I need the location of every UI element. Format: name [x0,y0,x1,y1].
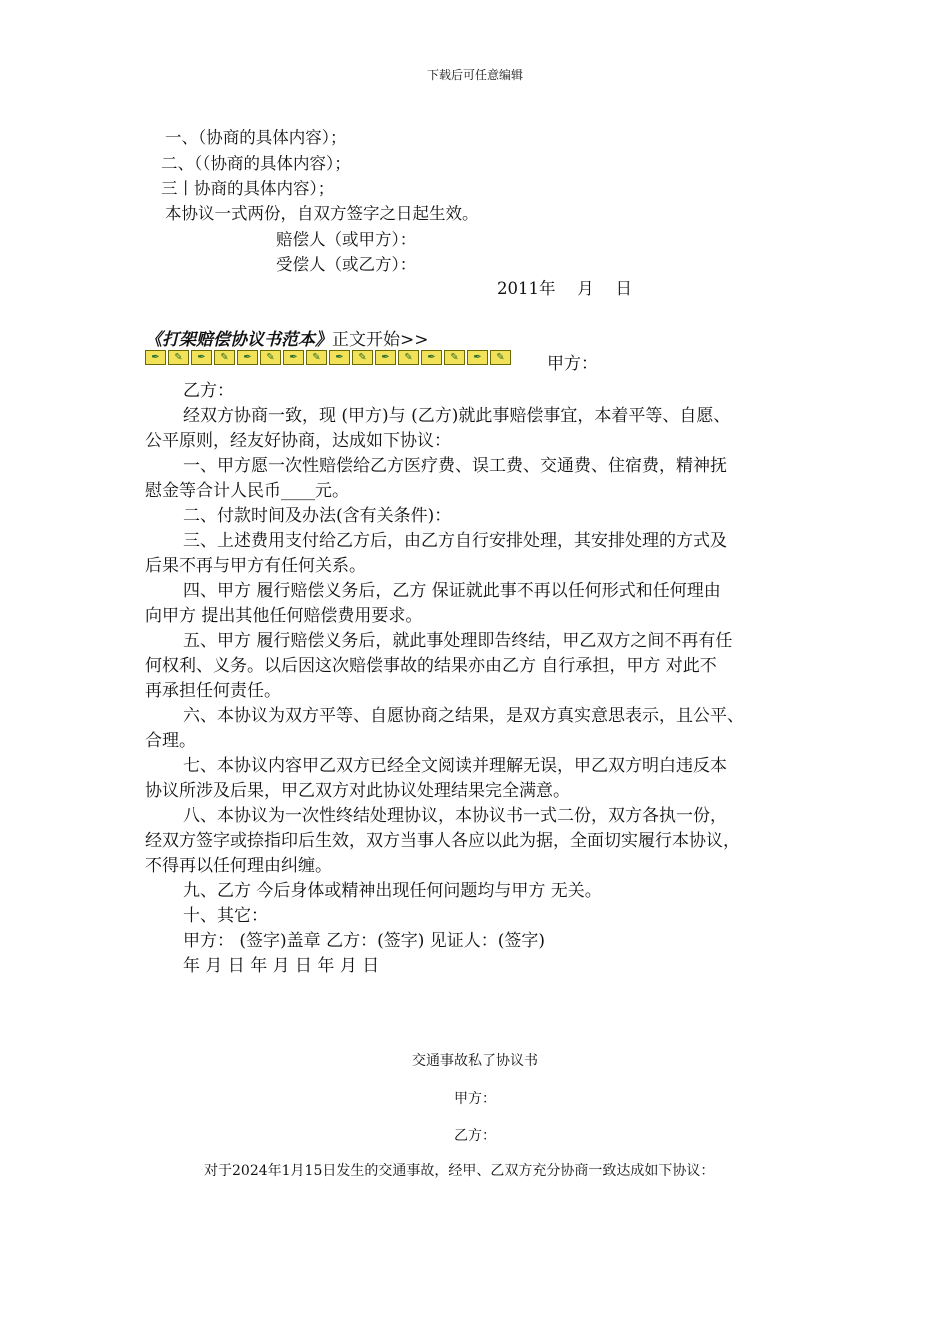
clause-understanding-1: 七、本协议内容甲乙双方已经全文阅读并理解无误，甲乙双方明白违反本 [183,756,727,776]
clause-final-1: 八、本协议为一次性终结处理协议，本协议书一式二份，双方各执一份， [183,806,727,826]
decorative-scroll-icon: ✎ [398,350,419,365]
decorative-scroll-icon: ✎ [490,350,511,365]
clause-final-3: 不得再以任何理由纠缠。 [145,856,332,876]
clause-health: 九、乙方 今后身体或精神出现任何问题均与甲方 无关。 [183,881,602,901]
decorative-scroll-icon: ✎ [352,350,373,365]
clause-termination-3: 再承担任何责任。 [145,681,281,701]
clause-understanding-2: 协议所涉及后果，甲乙双方对此协议处理结果完全满意。 [145,781,570,801]
party-b-label: 乙方： [183,381,234,401]
icon-strip [145,350,511,365]
decorative-scroll-icon: ✒ [191,350,212,365]
decorative-scroll-icon: ✒ [375,350,396,365]
decorative-scroll-icon: ✒ [283,350,304,365]
decorative-scroll-icon: ✎ [444,350,465,365]
decorative-scroll-icon: ✒ [467,350,488,365]
clause-compensation-2: 慰金等合计人民币____元。 [145,481,349,501]
validity-statement: 本协议一式两份，自双方签字之日起生效。 [165,204,479,223]
party-a-label: 甲方： [547,354,598,374]
decorative-scroll-icon: ✒ [329,350,350,365]
clause-handling-2: 后果不再与甲方有任何关系。 [145,556,366,576]
clause-guarantee-1: 四、甲方 履行赔偿义务后，乙方 保证就此事不再以任何形式和任何理由 [183,581,721,601]
clause-final-2: 经双方签字或捺指印后生效，双方当事人各应以此为据，全面切实履行本协议， [145,831,740,851]
decorative-scroll-icon: ✎ [306,350,327,365]
traffic-title: 交通事故私了协议书 [412,1053,538,1069]
clause-guarantee-2: 向甲方 提出其他任何赔偿费用要求。 [145,606,423,626]
decorative-scroll-icon: ✎ [168,350,189,365]
signature-line: 甲方： (签字)盖章 乙方：(签字) 见证人：(签字) [183,931,546,951]
clause-termination-2: 何权利、义务。以后因这次赔偿事故的结果亦由乙方 自行承担，甲方 对此不 [145,656,717,676]
signature-date-line: 年 月 日 年 月 日 年 月 日 [183,956,380,976]
compensator-label: 赔偿人（或甲方）： [276,230,417,249]
decorative-scroll-icon: ✒ [421,350,442,365]
clause-termination-1: 五、甲方 履行赔偿义务后，就此事处理即告终结，甲乙双方之间不再有任 [183,631,733,651]
paragraph-intro-1: 经双方协商一致，现 (甲方)与 (乙方)就此事赔偿事宜，本着平等、自愿、 [183,406,731,426]
clause-payment: 二、付款时间及办法(含有关条件)： [183,506,452,526]
page-header-note: 下载后可任意编辑 [426,68,523,82]
clause-3: 三丨协商的具体内容）； [161,179,335,198]
traffic-intro: 对于2024年1月15日发生的交通事故，经甲、乙双方充分协商一致达成如下协议： [204,1163,715,1179]
clause-other: 十、其它： [183,906,268,926]
article-title [145,325,429,350]
date-line: 2011年 月 日 [497,279,632,298]
clause-fairness-2: 合理。 [145,731,196,751]
recipient-label: 受偿人（或乙方）： [276,255,417,274]
paragraph-intro-2: 公平原则，经友好协商，达成如下协议： [145,431,451,451]
article-title-rest: 正文开始>> [332,330,429,350]
clause-compensation-1: 一、甲方愿一次性赔偿给乙方医疗费、误工费、交通费、住宿费，精神抚 [183,456,727,476]
decorative-scroll-icon: ✎ [214,350,235,365]
clause-handling-1: 三、上述费用支付给乙方后，由乙方自行安排处理，其安排处理的方式及 [183,531,727,551]
decorative-scroll-icon: ✎ [260,350,281,365]
clause-fairness-1: 六、本协议为双方平等、自愿协商之结果，是双方真实意思表示，且公平、 [183,706,744,726]
article-title-bold: 《打架赔偿协议书范本》 [145,330,332,350]
decorative-scroll-icon: ✒ [145,350,166,365]
clause-2: 二、（（协商的具体内容）； [161,154,351,173]
traffic-party-b: 乙方： [454,1128,496,1144]
traffic-party-a: 甲方： [454,1091,496,1107]
decorative-scroll-icon: ✒ [237,350,258,365]
clause-1: 一、（协商的具体内容）； [165,128,347,147]
